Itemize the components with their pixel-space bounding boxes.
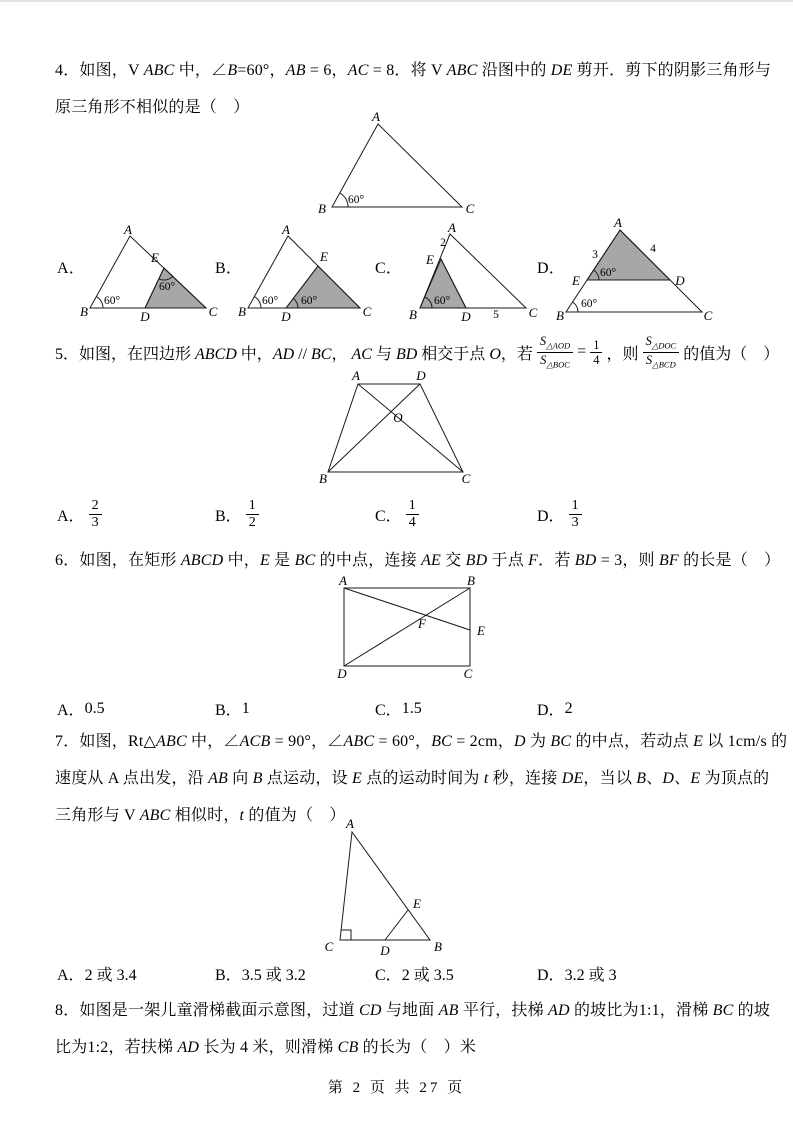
option-label: A． <box>57 702 85 719</box>
option-label: D． <box>537 702 565 719</box>
vertex-label-b: B <box>409 307 417 322</box>
angle-value-b: 60° <box>580 298 598 310</box>
vertex-label-d: D <box>140 309 150 324</box>
q6-option-d <box>537 697 573 720</box>
angle-value-b: 60° <box>347 194 365 206</box>
page-top-rule <box>0 0 793 2</box>
q4-option-d-label: D． <box>537 260 565 277</box>
vertex-label-d: D <box>281 309 291 324</box>
angle-value-b: 60° <box>261 295 279 307</box>
angle-arc-b <box>340 193 348 207</box>
fraction-numerator: $S_{\triangle AOD}$ <box>539 334 571 351</box>
option-label: B． <box>215 507 242 525</box>
vertex-label-a: A <box>448 220 456 235</box>
option-value: 0.5 <box>84 699 105 717</box>
q5-option-d <box>537 498 586 530</box>
q4-option-a-label: A． <box>57 260 85 277</box>
fraction-numerator: 1 <box>248 498 256 513</box>
vertex-label-a: A <box>339 573 347 588</box>
fraction-denominator: 4 <box>590 352 602 367</box>
option-label: C． <box>375 967 402 984</box>
vertex-label-a: A <box>124 222 132 237</box>
vertex-label-c: C <box>362 304 372 319</box>
vertex-label-a: A <box>352 368 360 383</box>
angle-value-b: 60° <box>433 295 451 307</box>
fraction-numerator: 2 <box>91 498 99 513</box>
angle-value-b: 60° <box>103 295 121 307</box>
shaded-triangle-dec <box>286 266 360 308</box>
vertex-label-c: C <box>463 666 473 681</box>
option-label: A． <box>57 967 85 984</box>
fraction-denominator: 2 <box>246 514 259 531</box>
fraction-denominator: 4 <box>406 514 419 531</box>
vertex-label-b: B <box>467 573 475 588</box>
q5-text-mid: ，则 <box>606 345 639 363</box>
fraction-denominator: 3 <box>89 514 102 531</box>
fraction-denominator: $S_{\triangle BOC}$ <box>537 352 573 370</box>
option-label: C． <box>375 507 402 525</box>
q7-text-line-3: 三角形与 V ABC 相似时，t 的值为（ ） <box>55 807 346 824</box>
option-label: C． <box>375 702 402 719</box>
q7-option-a <box>57 962 137 985</box>
angle-arc-b <box>573 302 578 312</box>
option-fraction <box>246 498 259 530</box>
option-value: 2 或 3.4 <box>84 967 137 984</box>
vertex-label-d: D <box>416 368 426 383</box>
right-angle-mark <box>341 930 351 940</box>
q5-text-tail: 的值为（ ） <box>683 345 780 363</box>
fraction-denominator: 3 <box>569 514 582 531</box>
q6-option-c <box>375 697 422 720</box>
length-label-ae: 3 <box>592 249 598 261</box>
vertex-label-d: D <box>461 309 471 324</box>
midpoint-label-d: D <box>380 943 390 958</box>
vertex-label-a: A <box>614 215 622 230</box>
vertex-label-d: D <box>337 666 347 681</box>
q4-main-triangle-figure <box>298 110 528 220</box>
q6-option-a <box>57 697 105 720</box>
option-value: 1.5 <box>401 699 422 717</box>
q7-option-d <box>537 962 617 985</box>
option-value: 3.2 或 3 <box>564 967 617 984</box>
q7-right-triangle-figure <box>300 818 460 958</box>
q5-value-fraction <box>590 338 602 367</box>
vertex-label-c: C <box>703 308 713 323</box>
q8-text-line-2: 比为1:2，若扶梯 AD 长为 4 米，则滑梯 CB 的长为（ ）米 <box>55 1039 477 1056</box>
q4-option-d-figure <box>556 216 716 326</box>
vertex-label-b: B <box>80 304 88 319</box>
vertex-label-c: C <box>461 471 471 486</box>
length-label-ad: 4 <box>650 243 656 255</box>
angle-value-d: 60° <box>300 295 318 307</box>
length-label-ae: 2 <box>440 237 446 249</box>
option-fraction <box>89 498 102 530</box>
fraction-numerator: 1 <box>408 498 416 513</box>
q5-text-pre: 5．如图，在四边形 ABCD 中，AD // BC， AC 与 BD 相交于点 O，若 <box>55 345 533 363</box>
q4-option-b-label: B． <box>215 260 243 277</box>
q7-option-b <box>215 962 306 985</box>
q7-option-c <box>375 962 454 985</box>
vertex-label-d: D <box>675 273 685 288</box>
vertex-label-e: E <box>426 252 434 267</box>
q4-option-c-figure <box>396 220 546 324</box>
fraction-numerator: $S_{\triangle DOC}$ <box>645 334 677 351</box>
vertex-label-c: C <box>208 304 218 319</box>
option-label: D． <box>537 967 565 984</box>
vertex-label-e: E <box>151 250 159 265</box>
q6-option-b <box>215 697 250 720</box>
line-ae <box>344 588 470 630</box>
line-de <box>385 910 408 940</box>
vertex-label-a: A <box>372 109 380 124</box>
fraction-numerator: 1 <box>571 498 579 513</box>
option-value: 3.5 或 3.2 <box>241 967 306 984</box>
option-value: 2 <box>564 699 573 717</box>
vertex-label-c: C <box>465 201 475 216</box>
length-label-dc: 5 <box>493 309 499 321</box>
option-value: 1 <box>241 699 250 717</box>
option-label: B． <box>215 967 242 984</box>
option-fraction <box>569 498 582 530</box>
q4-option-a-figure <box>78 222 218 324</box>
moving-point-label-e: E <box>413 896 421 911</box>
q4-option-b-figure <box>238 222 378 324</box>
q5-area-ratio-fraction-1 <box>537 334 573 369</box>
q4-text-line-2: 原三角形不相似的是（ ） <box>55 99 250 116</box>
midpoint-label-e: E <box>477 623 485 638</box>
option-label: D． <box>537 507 565 525</box>
equals-sign: = <box>577 343 587 360</box>
vertex-label-c: C <box>324 939 334 954</box>
vertex-label-e: E <box>572 273 580 288</box>
option-label: B． <box>215 702 242 719</box>
vertex-label-b: B <box>319 471 327 486</box>
q6-text-line-1: 6．如图，在矩形 ABCD 中，E 是 BC 的中点，连接 AE 交 BD 于点 F．若 BD = 3，则 BF 的长是（ ） <box>55 552 781 569</box>
page-number-footer: 第 2 页 共 27 页 <box>327 1080 466 1096</box>
vertex-label-a: A <box>282 222 290 237</box>
vertex-label-b: B <box>434 939 442 954</box>
diagonal-bd <box>344 588 470 666</box>
q5-option-a <box>57 498 106 530</box>
q8-text-line-1: 8．如图是一架儿童滑梯截面示意图，过道 CD 与地面 AB 平行，扶梯 AD 的坡比为1:1，滑梯 BC 的坡 <box>55 1002 771 1019</box>
vertex-label-b: B <box>238 304 246 319</box>
vertex-label-b: B <box>318 201 326 216</box>
vertex-label-e: E <box>320 249 328 264</box>
angle-arc-b <box>96 297 103 308</box>
triangle-outline <box>340 832 430 940</box>
q4-text-line-1: 4．如图，V ABC 中，∠B=60°，AB = 6，AC = 8．将 V ABC 沿图中的 DE 剪开．剪下的阴影三角形与 <box>55 62 772 79</box>
trapezoid-outline <box>328 384 463 472</box>
q7-text-line-1: 7．如图，Rt△ABC 中，∠ACB = 90°，∠ABC = 60°，BC = 2cm，D 为 BC 的中点，若动点 E 以 1cm/s 的 <box>55 733 788 750</box>
vertex-label-c: C <box>528 305 538 320</box>
vertex-label-b: B <box>556 308 564 323</box>
q6-rectangle-figure <box>330 573 490 681</box>
fraction-denominator: $S_{\triangle BCD}$ <box>643 352 679 370</box>
intersection-label-f: F <box>418 616 426 631</box>
option-value: 2 或 3.5 <box>401 967 454 984</box>
option-fraction <box>406 498 419 530</box>
q5-option-b <box>215 498 263 530</box>
vertex-label-a: A <box>346 816 354 831</box>
q5-option-c <box>375 498 423 530</box>
angle-value-e: 60° <box>599 267 617 279</box>
angle-value-e: 60° <box>158 281 176 293</box>
fraction-numerator: 1 <box>593 337 600 352</box>
q4-option-c-label: C． <box>375 260 403 277</box>
q7-text-line-2: 速度从 A 点出发，沿 AB 向 B 点运动，设 E 点的运动时间为 t 秒，连接 DE，当以 B、D、E 为顶点的 <box>55 770 770 787</box>
option-label: A． <box>57 507 85 525</box>
q5-area-ratio-fraction-2 <box>642 334 679 369</box>
intersection-label-o: O <box>393 410 403 425</box>
angle-arc-b <box>254 297 261 308</box>
q5-trapezoid-figure <box>300 368 490 486</box>
